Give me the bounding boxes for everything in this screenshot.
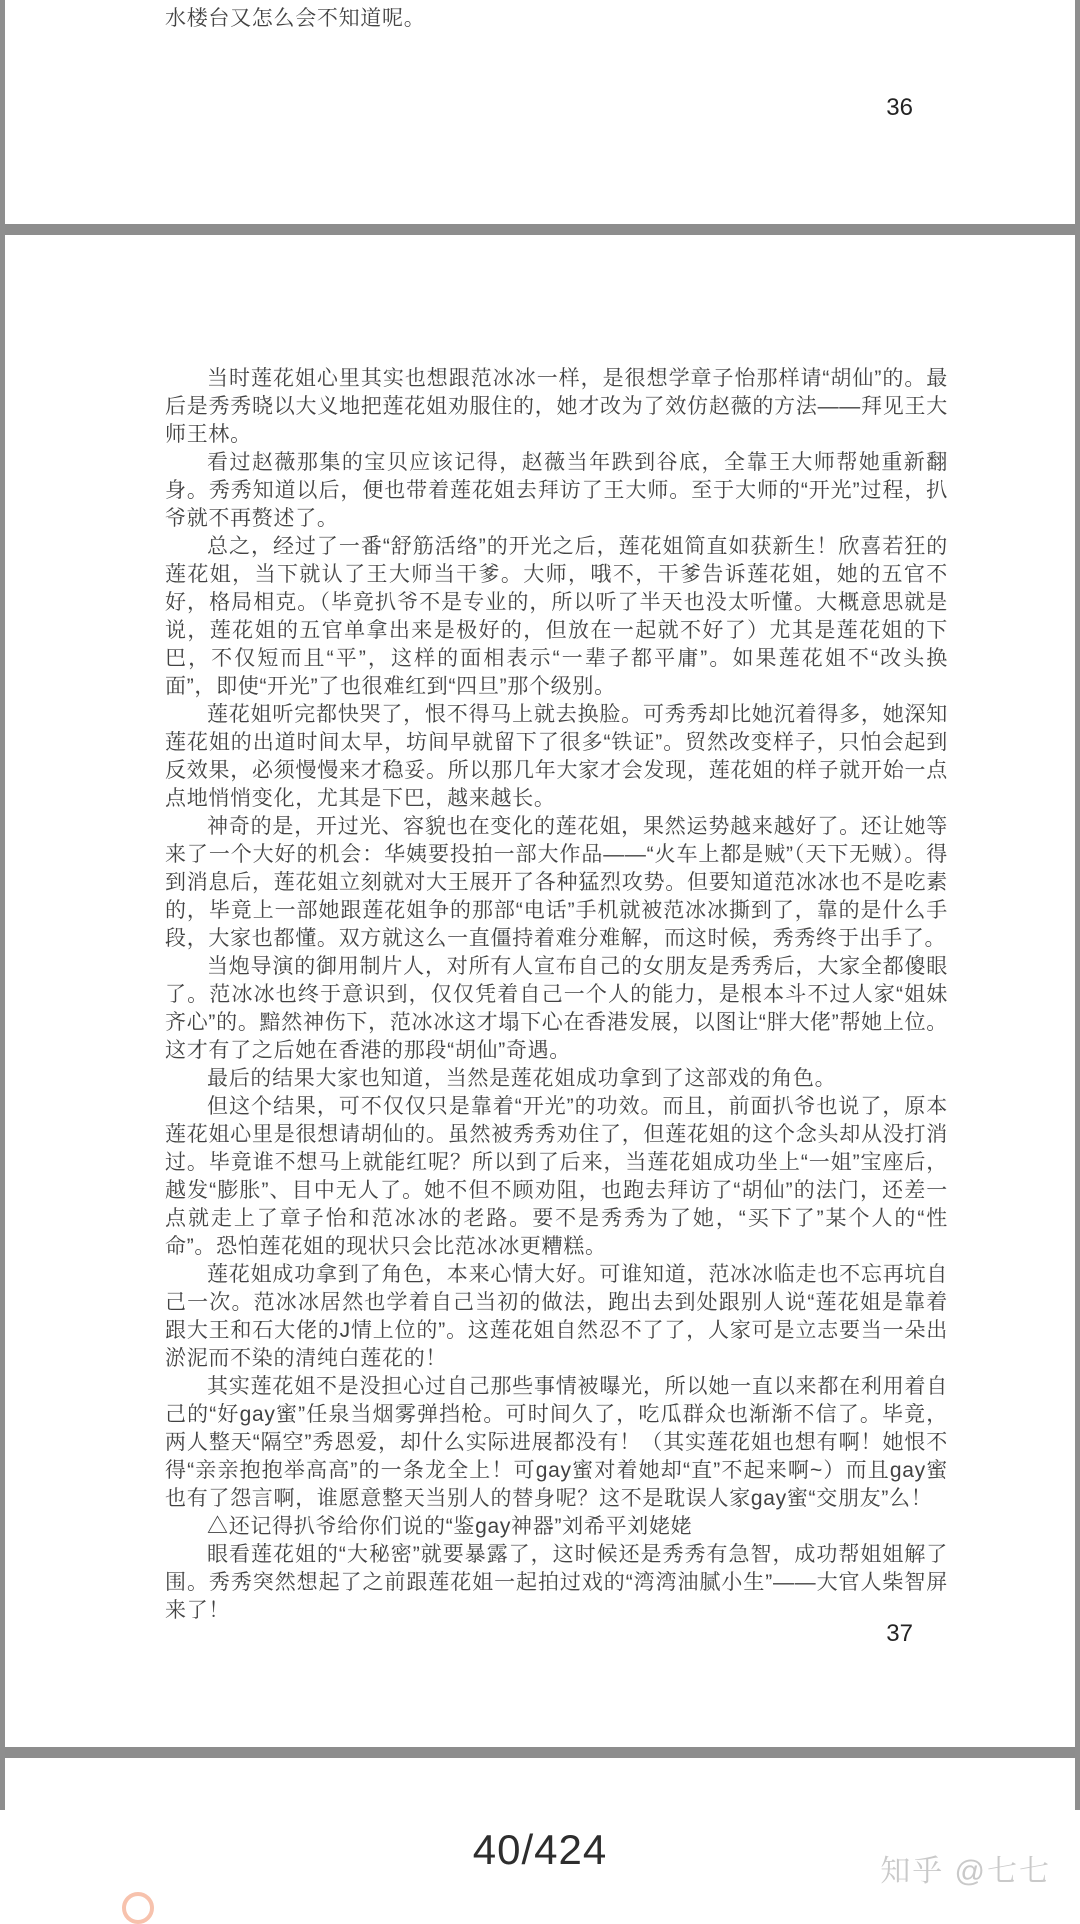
page-38-partial xyxy=(5,1758,1075,1810)
paragraph: 最后的结果大家也知道，当然是莲花姐成功拿到了这部戏的角色。 xyxy=(207,1067,837,1090)
page-37 xyxy=(5,235,1075,1747)
page-separator xyxy=(5,224,1075,235)
paragraph: 神奇的是，开过光、容貌也在变化的莲花姐，果然运势越来越好了。还让她等来了一个大好的机会：华姨要投拍一部大作品——“火车上都是贼”（天下无贼）。得到消息后，莲花姐立刻就对大王展开了各种猛烈攻势。但要知道范冰冰也不是吃素的，毕竟上一部她跟莲花姐争的那部“电话”手机就被范冰冰撕到了，靠的是什么手段，大家也都懂。双方就这么一直僵持着难分难解，而这时候，秀秀终于出手了。 xyxy=(165,815,948,950)
paragraph: 当炮导演的御用制片人，对所有人宣布自己的女朋友是秀秀后，大家全都傻眼了。范冰冰也终于意识到，仅仅凭着自己一个人的能力，是根本斗不过人家“姐妹齐心”的。黯然神伤下，范冰冰这才塌下心在香港发展，以图让“胖大佬”帮她上位。这才有了之后她在香港的那段“胡仙”奇遇。 xyxy=(165,955,948,1062)
reader-footer xyxy=(0,1810,1080,1904)
page-progress-indicator: 40/424 xyxy=(472,1826,608,1873)
paragraph: 看过赵薇那集的宝贝应该记得，赵薇当年跌到谷底，全靠王大师帮她重新翻身。秀秀知道以后，便也带着莲花姐去拜访了王大师。至于大师的“开光”过程，扒爷就不再赘述了。 xyxy=(165,451,948,530)
paragraph: △还记得扒爷给你们说的“鉴gay神器”刘希平刘姥姥 xyxy=(207,1515,693,1538)
paragraph: 总之，经过了一番“舒筋活络”的开光之后，莲花姐简直如获新生！欣喜若狂的莲花姐，当下就认了王大师当干爹。大师，哦不，干爹告诉莲花姐，她的五官不好，格局相克。（毕竟扒爷不是专业的，所以听了半天也没太听懂。大概意思就是说，莲花姐的五官单拿出来是极好的，但放在一起就不好了）尤其是莲花姐的下巴，不仅短而且“平”，这样的面相表示“一辈子都平庸”。如果莲花姐不“改头换面”，即使“开光”了也很难红到“四旦”那个级别。 xyxy=(165,535,948,698)
paragraph: 其实莲花姐不是没担心过自己那些事情被曝光，所以她一直以来都在利用着自己的“好gay蜜”任泉当烟雾弹挡枪。可时间久了，吃瓜群众也渐渐不信了。毕竟，两人整天“隔空”秀恩爱，却什么实际进展都没有！（其实莲花姐也想有啊！她恨不得“亲亲抱抱举高高”的一条龙全上！可gay蜜对着她却“直”不起来啊~）而且gay蜜也有了怨言啊，谁愿意整天当别人的替身呢？这不是耽误人家gay蜜“交朋友”么！ xyxy=(165,1375,948,1510)
page-37-body xyxy=(165,365,948,1625)
page-separator xyxy=(5,1747,1075,1758)
page-number-37: 37 xyxy=(886,1620,913,1647)
paragraph: 当时莲花姐心里其实也想跟范冰冰一样，是很想学章子怡那样请“胡仙”的。最后是秀秀晓以大义地把莲花姐劝服住的，她才改为了效仿赵薇的方法——拜见王大师王林。 xyxy=(165,367,948,446)
paragraph: 莲花姐成功拿到了角色，本来心情大好。可谁知道，范冰冰临走也不忘再坑自己一次。范冰冰居然也学着自己当初的做法，跑出去到处跟别人说“莲花姐是靠着跟大王和石大佬的J情上位的”。这莲花姐自然忍不了了，人家可是立志要当一朵出淤泥而不染的清纯白莲花的！ xyxy=(165,1263,948,1370)
paragraph: 眼看莲花姐的“大秘密”就要暴露了，这时候还是秀秀有急智，成功帮姐姐解了围。秀秀突然想起了之前跟莲花姐一起拍过戏的“湾湾油腻小生”——大官人柴智屏来了！ xyxy=(165,1543,948,1622)
page-36-tail-text: 水楼台又怎么会不知道呢。 xyxy=(165,7,426,30)
paragraph: 莲花姐听完都快哭了，恨不得马上就去换脸。可秀秀却比她沉着得多，她深知莲花姐的出道时间太早，坊间早就留下了很多“铁证”。贸然改变样子，只怕会起到反效果，必须慢慢来才稳妥。所以那几年大家才会发现，莲花姐的样子就开始一点点地悄悄变化，尤其是下巴，越来越长。 xyxy=(165,703,948,810)
zhihu-watermark: 知乎 @七七 xyxy=(880,1855,1051,1888)
paragraph: 但这个结果，可不仅仅只是靠着“开光”的功效。而且，前面扒爷也说了，原本莲花姐心里是很想请胡仙的。虽然被秀秀劝住了，但莲花姐的这个念头却从没打消过。毕竟谁不想马上就能红呢？所以到了后来，当莲花姐成功坐上“一姐”宝座后，越发“膨胀”、目中无人了。她不但不顾劝阻，也跑去拜访了“胡仙”的法门，还差一点就走上了章子怡和范冰冰的老路。要不是秀秀为了她，“买下了”某个人的“性命”。恐怕莲花姐的现状只会比范冰冰更糟糕。 xyxy=(165,1095,948,1258)
floating-button-partial xyxy=(122,1892,154,1924)
page-36 xyxy=(5,0,1075,224)
page-number-36: 36 xyxy=(886,94,913,121)
